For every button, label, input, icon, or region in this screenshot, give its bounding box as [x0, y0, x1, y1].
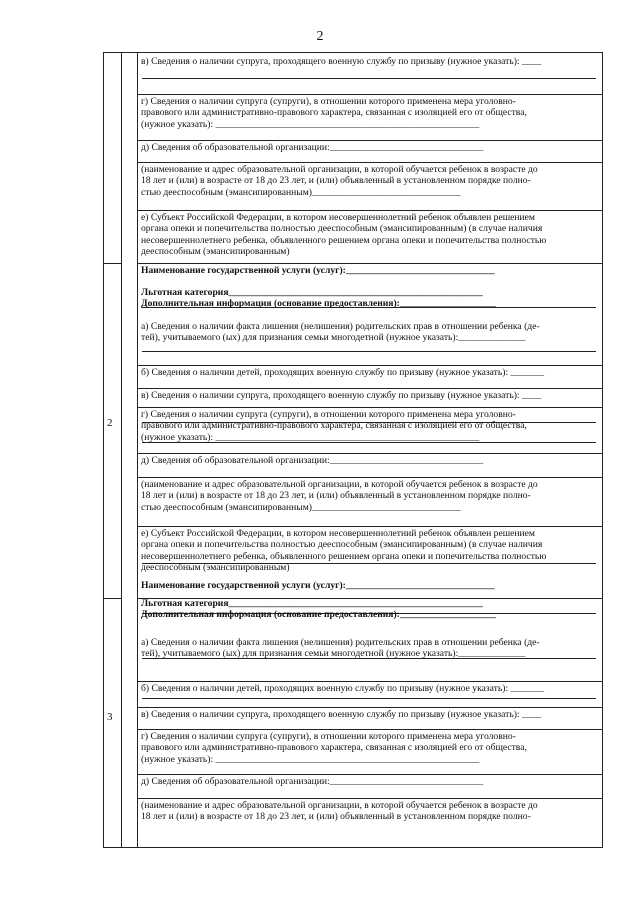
row-number-2: 2 — [107, 417, 113, 429]
column-divider — [121, 53, 122, 847]
form-entry: д) Сведения об образовательной организации:________________________________ — [141, 776, 484, 787]
form-table — [103, 52, 603, 848]
form-entry: в) Сведения о наличии супруга, проходящего военную службу по призыву (нужное указать): ____ — [141, 56, 542, 67]
row-separator — [137, 263, 602, 264]
form-entry: (наименование и адрес образовательной организации, в которой обучается ребенок в возрасте до 18 лет и (или) в возрасте от 18 до 23 лет, и (или) объявленный в установленном порядке полно- стью дееспособным (эмансипированным)_______________________________ — [141, 479, 538, 513]
form-entry: д) Сведения об образовательной организации:________________________________ — [141, 455, 484, 466]
form-entry: г) Сведения о наличии супруга (супруги), в отношении которого применена мера уголовно- правового или административно-правового характера, связанная с изоляцией его от общества, (нужное указать): _______________________________________________________ — [141, 96, 527, 130]
row-separator — [137, 365, 602, 366]
form-entry: в) Сведения о наличии супруга, проходящего военную службу по призыву (нужное указать): ____ — [141, 390, 542, 401]
form-entry: е) Субъект Российской Федерации, в котором несовершеннолетний ребенок объявлен решением органа опеки и попечительства полностью дееспособным (эмансипированным) (в случае наличия несовершеннолетнего ребенка, объявленного решением органа опеки и попечительства полностью дееспособным (эмансипированным) — [141, 528, 547, 574]
row-separator — [137, 707, 602, 708]
form-entry: е) Субъект Российской Федерации, в котором несовершеннолетний ребенок объявлен решением органа опеки и попечительства полностью дееспособным (эмансипированным) (в случае наличия несовершеннолетнего ребенка, объявленного решением органа опеки и попечительства полностью дееспособным (эмансипированным) — [141, 212, 547, 258]
form-entry: б) Сведения о наличии детей, проходящих военную службу по призыву (нужное указать): _______ — [141, 367, 545, 378]
row-separator — [137, 210, 602, 211]
row-separator — [137, 774, 602, 775]
row-separator — [137, 729, 602, 730]
row-separator — [137, 453, 602, 454]
row-separator — [137, 407, 602, 408]
row-number-3: 3 — [107, 711, 113, 723]
form-entry: а) Сведения о наличии факта лишения (нелишения) родительских прав в отношении ребенка (де- тей), учитываемого (ых) для признания семьи многодетной (нужное указать):______________ — [141, 321, 540, 344]
form-entry: Наименование государственной услуги (услуг):_______________________________ — [141, 580, 495, 591]
form-entry: Льготная категория_____________________________________________________ Дополнительная информация (основание предоставления):____________________ — [141, 287, 496, 310]
group-separator — [104, 263, 121, 264]
form-entry: Льготная категория_____________________________________________________ Дополнительная информация (основание предоставления):____________________ — [141, 598, 496, 621]
row-separator — [137, 140, 602, 141]
row-separator — [137, 162, 602, 163]
row-separator — [137, 388, 602, 389]
row-separator — [137, 526, 602, 527]
row-separator — [137, 477, 602, 478]
form-entry: г) Сведения о наличии супруга (супруги), в отношении которого применена мера уголовно- правового или административно-правового характера, связанная с изоляцией его от общества, (нужное указать): _______________________________________________________ — [141, 731, 527, 765]
page-number: 2 — [316, 29, 324, 44]
row-separator — [137, 681, 602, 682]
form-entry: г) Сведения о наличии супруга (супруги), в отношении которого применена мера уголовно- правового или административно-правового характера, связанная с изоляцией его от общества, (нужное указать): _______________________________________________________ — [141, 409, 527, 443]
column-divider — [137, 53, 138, 847]
row-separator — [137, 798, 602, 799]
form-entry: а) Сведения о наличии факта лишения (нелишения) родительских прав в отношении ребенка (де- тей), учитываемого (ых) для признания семьи многодетной (нужное указать):______________ — [141, 637, 540, 660]
form-entry: б) Сведения о наличии детей, проходящих военную службу по призыву (нужное указать): _______ — [141, 683, 545, 694]
group-separator — [104, 598, 121, 599]
form-entry: (наименование и адрес образовательной организации, в которой обучается ребенок в возрасте до 18 лет и (или) в возрасте от 18 до 23 лет, и (или) объявленный в установленном порядке полно- — [141, 800, 538, 823]
form-entry: Наименование государственной услуги (услуг):_______________________________ — [141, 265, 495, 276]
form-entry: д) Сведения об образовательной организации:________________________________ — [141, 142, 484, 153]
form-entry: (наименование и адрес образовательной организации, в которой обучается ребенок в возрасте до 18 лет и (или) в возрасте от 18 до 23 лет, и (или) объявленный в установленном порядке полно- стью дееспособным (эмансипированным)_______________________________ — [141, 164, 538, 198]
row-separator — [137, 94, 602, 95]
form-entry: в) Сведения о наличии супруга, проходящего военную службу по призыву (нужное указать): ____ — [141, 709, 542, 720]
